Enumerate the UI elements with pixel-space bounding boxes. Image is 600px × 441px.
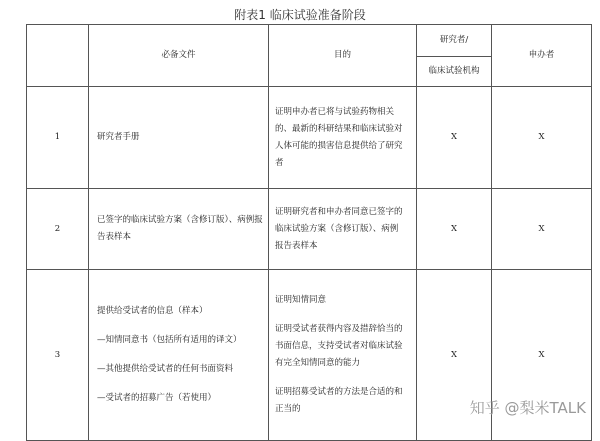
purpose-line: 人体可能的损害信息提供给了研究 [275,140,403,151]
purpose-line: 的、最新的科研结果和临床试验对 [275,123,403,134]
purpose-line: 报告表样本 [275,240,318,251]
purpose-line: 证明研究者和申办者同意已签字的 [275,206,403,217]
header-investigator-top: 研究者/ [417,25,492,57]
document-line: —知情同意书（包括所有适用的译文） [97,335,242,345]
table-row [27,87,592,189]
table-row [27,189,592,270]
row-number: 1 [27,87,89,189]
purpose-cell [269,270,417,441]
row-number: 3 [27,270,89,441]
page-title: 附表1 临床试验准备阶段 [234,8,366,22]
purpose-line: 者 [275,157,284,168]
header-investigator-bottom: 临床试验机构 [417,57,492,87]
investigator-mark: X [417,87,492,189]
investigator-mark: X [417,189,492,270]
documents-table [26,24,592,441]
document-cell [89,270,269,441]
purpose-line: 书面信息，支持受试者对临床试验 [275,341,403,351]
table-header-row [27,25,592,57]
purpose-line: 有完全知情同意的能力 [275,358,361,368]
document-cell [89,189,269,270]
document-line: 提供给受试者的信息（样本） [97,306,208,316]
investigator-mark: X [417,270,492,441]
sponsor-mark: X [492,87,592,189]
row-number: 2 [27,189,89,270]
sponsor-mark: X [492,270,592,441]
watermark: 知乎 @梨米TALK [469,399,586,417]
purpose-line: 证明知情同意 [275,295,327,305]
header-number [27,25,89,87]
header-document: 必备文件 [89,25,269,87]
purpose-cell [269,87,417,189]
header-purpose: 目的 [269,25,417,87]
purpose-line: 证明申办者已将与试验药物相关 [275,106,395,117]
purpose-line: 证明招募受试者的方法是合适的和 [275,387,403,397]
purpose-line: 证明受试者获得内容及措辞恰当的 [275,324,403,334]
document-line: —其他提供给受试者的任何书面资料 [97,364,234,374]
document-line: 研究者手册 [97,132,140,142]
purpose-line: 临床试验方案（含修订版）、病例 [275,223,399,234]
sponsor-mark: X [492,189,592,270]
document-line: 告表样本 [97,232,132,242]
document-line: —受试者的招募广告（若使用） [97,393,217,403]
header-sponsor: 申办者 [492,25,592,87]
document-cell [89,87,269,189]
purpose-line: 正当的 [275,404,301,414]
purpose-cell [269,189,417,270]
document-line: 已签字的临床试验方案（含修订版）、病例报 [97,215,263,225]
